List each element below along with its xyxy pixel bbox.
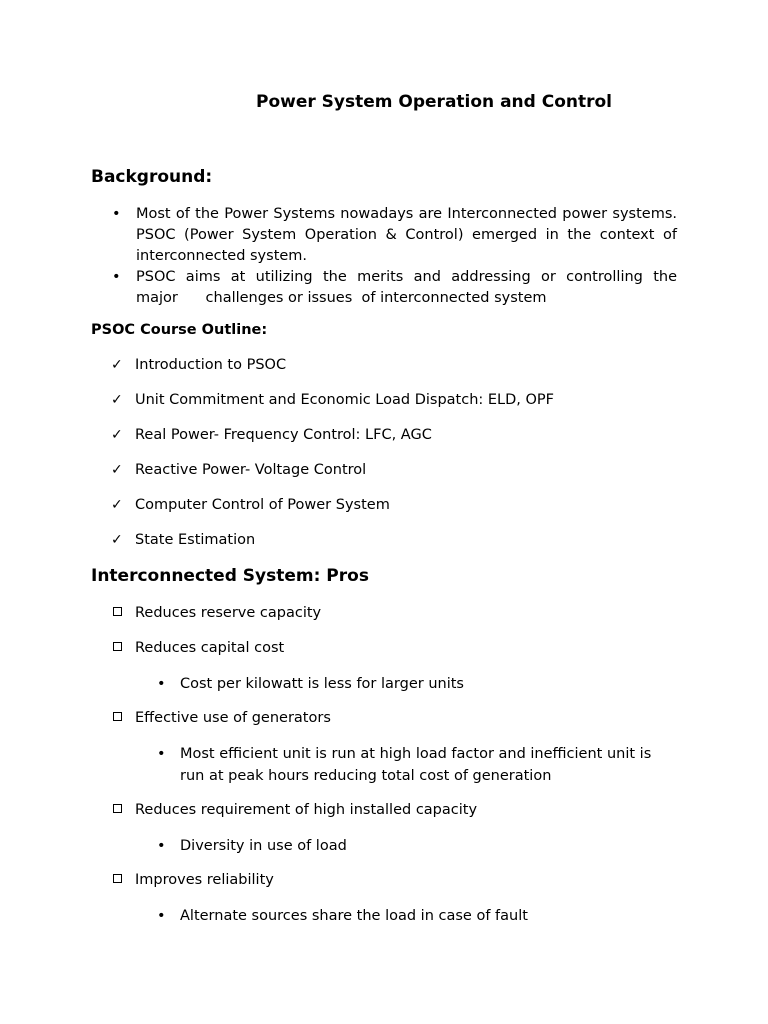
check-icon: ✓ [111,497,123,513]
bullet-icon: • [157,908,166,924]
outline-item-text: State Estimation [135,532,256,548]
bullet-icon: • [157,746,166,762]
outline-item-text: Computer Control of Power System [135,497,390,513]
background-list [91,204,677,309]
outline-item [91,460,554,495]
pro-item-text: Reduces requirement of high installed capacity [135,802,478,818]
background-bullet [91,204,677,267]
pros-heading: Interconnected System: Pros [91,566,369,586]
bullet-text: PSOC aims at utilizing the merits and addressing or controlling the major challenges or issues of interconnected system [136,269,677,306]
bullet-icon: • [112,206,121,222]
pro-sub-item [91,743,677,787]
checkbox-square-icon [113,642,122,651]
outline-item-text: Unit Commitment and Economic Load Dispatch: ELD, OPF [135,392,554,408]
pro-item [91,638,677,658]
pro-item-text: Reduces reserve capacity [135,605,322,621]
pro-item [91,708,677,728]
pro-sub-item-text: Most efficient unit is run at high load factor and inefficient unit is run at peak hours reducing total cost of generation [180,746,652,784]
outline-item-text: Introduction to PSOC [135,357,287,373]
pro-sub-item [91,835,677,857]
check-icon: ✓ [111,532,123,548]
background-bullet [91,267,677,309]
pro-item-text: Improves reliability [135,872,274,888]
pro-sub-item-text: Alternate sources share the load in case of fault [180,908,528,924]
check-icon: ✓ [111,427,123,443]
pro-item [91,870,677,890]
outline-item [91,425,554,460]
bullet-icon: • [157,838,166,854]
checkbox-square-icon [113,712,122,721]
outline-heading: PSOC Course Outline: [91,322,268,338]
outline-item [91,530,554,565]
outline-item [91,495,554,530]
background-heading: Background: [91,167,213,187]
pro-sub-item-text: Cost per kilowatt is less for larger units [180,676,464,692]
outline-item-text: Real Power- Frequency Control: LFC, AGC [135,427,432,443]
bullet-icon: • [157,676,166,692]
bullet-text: Most of the Power Systems nowadays are Interconnected power systems. PSOC (Power System Operation & Control) emerged in the context of interconnected system. [136,206,677,264]
check-icon: ✓ [111,392,123,408]
checkbox-square-icon [113,804,122,813]
bullet-icon: • [112,269,121,285]
pro-item-text: Reduces capital cost [135,640,285,656]
pro-item [91,603,677,623]
outline-item-text: Reactive Power- Voltage Control [135,462,367,478]
outline-item [91,355,554,390]
pro-item [91,800,677,820]
check-icon: ✓ [111,357,123,373]
outline-list [91,355,554,565]
pro-sub-item-text: Diversity in use of load [180,838,347,854]
pro-sub-item [91,673,677,695]
pros-list [91,603,677,927]
checkbox-square-icon [113,607,122,616]
check-icon: ✓ [111,462,123,478]
checkbox-square-icon [113,874,122,883]
pro-item-text: Effective use of generators [135,710,331,726]
pro-sub-item [91,905,677,927]
document-title: Power System Operation and Control [256,92,613,112]
outline-item [91,390,554,425]
